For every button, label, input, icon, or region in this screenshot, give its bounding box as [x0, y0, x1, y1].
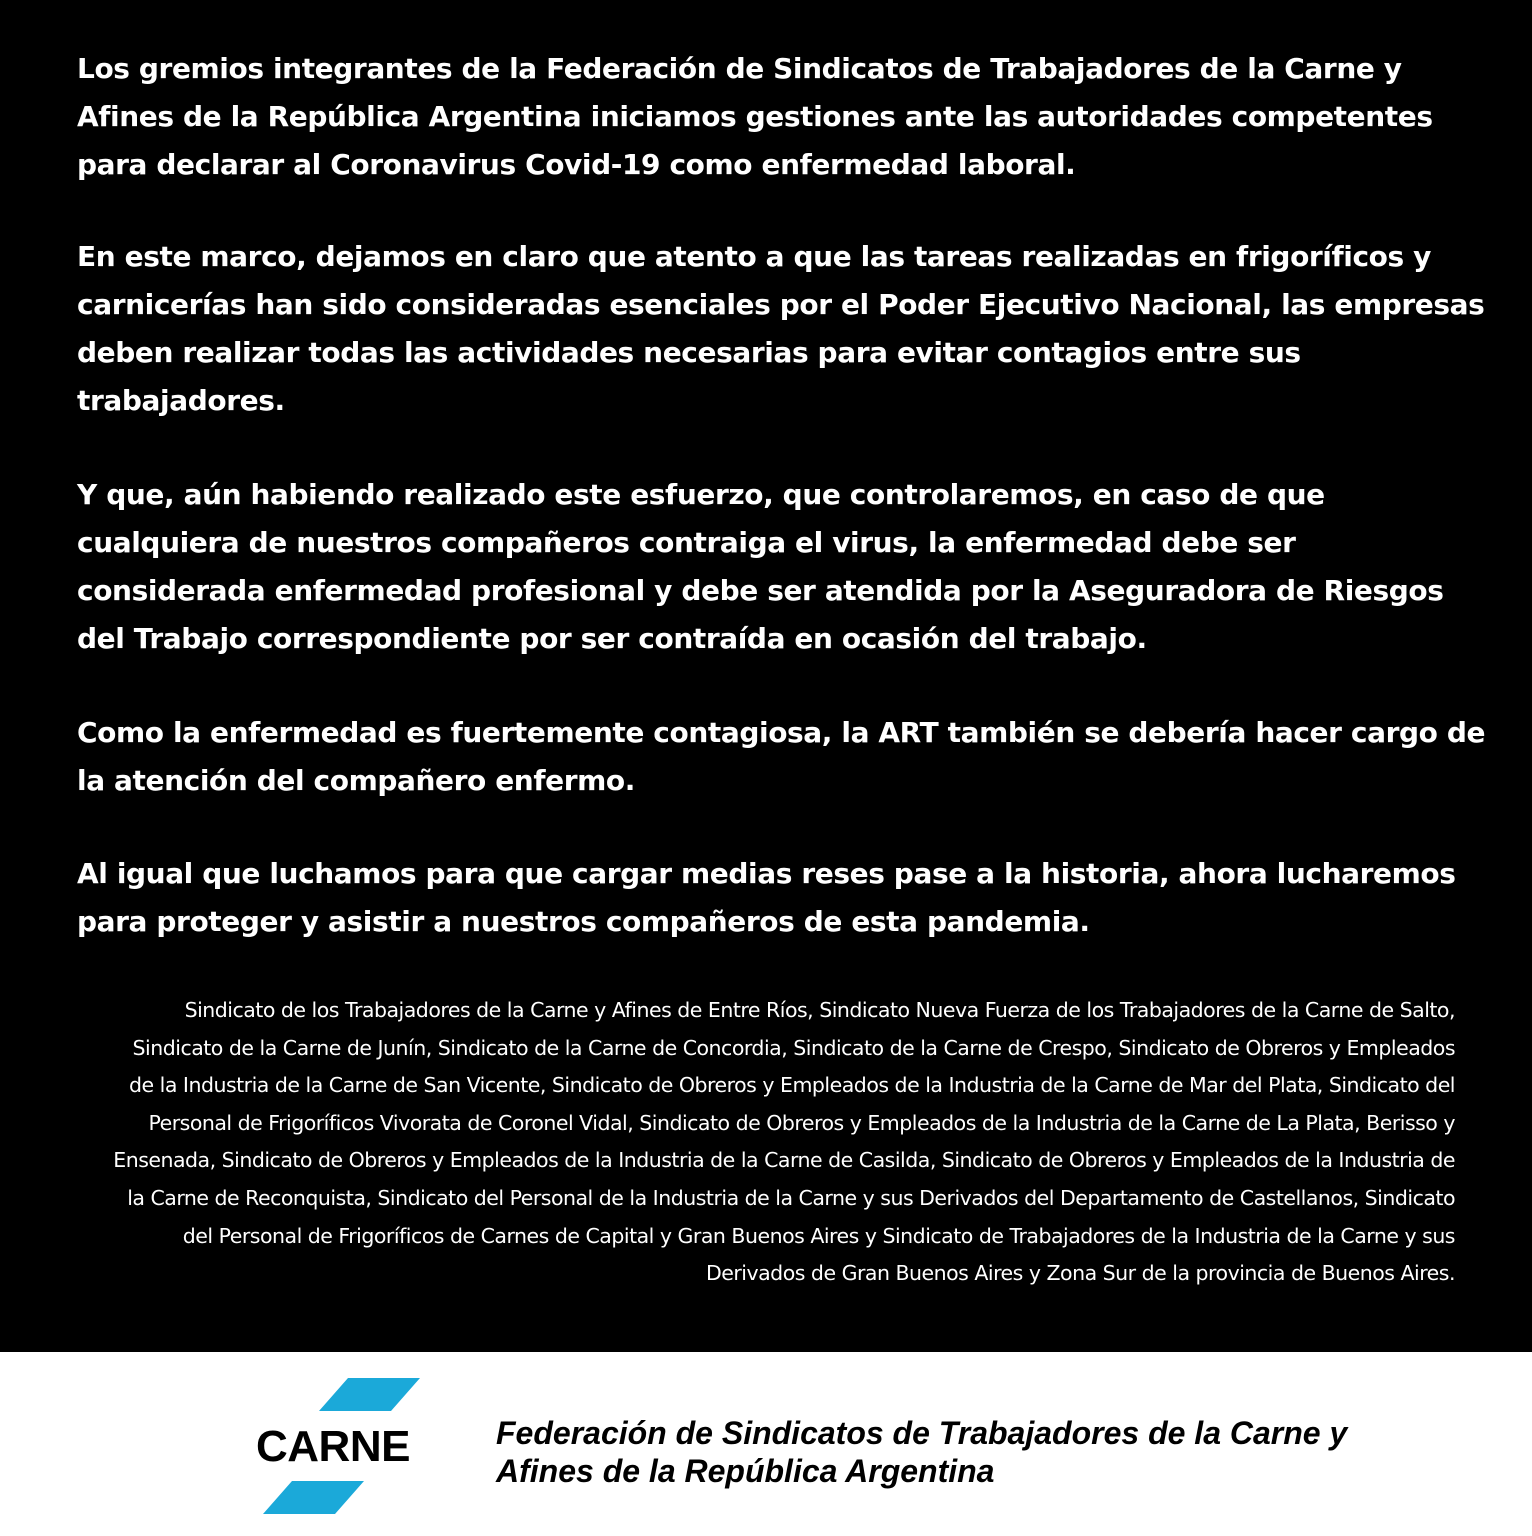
- federation-name: Federación de Sindicatos de Trabajadores de la Carne y Afines de la República Argentina: [496, 1415, 1348, 1489]
- statement-paragraph-2: En este marco, dejamos en claro que atento a que las tareas realizadas en frigoríficos y carnicerías han sido consideradas esenciales por el Poder Ejecutivo Nacional, las empresas deben realizar todas las actividades necesarias para evitar contagios entre sus trabajadores.: [77, 240, 1485, 417]
- statement-paragraph-5: Al igual que luchamos para que cargar medias reses pase a la historia, ahora lucharemos para proteger y asistir a nuestros compañeros de esta pandemia.: [77, 857, 1456, 938]
- carne-logo: [250, 1378, 430, 1514]
- statement-paragraph-4: Como la enfermedad es fuertemente contagiosa, la ART también se debería hacer cargo de la atención del compañero enfermo.: [77, 716, 1486, 797]
- statement-paragraph-1: Los gremios integrantes de la Federación de Sindicatos de Trabajadores de la Carne y Afines de la República Argentina iniciamos gestiones ante las autoridades competentes para declarar al Coronavirus Covid-19 como enfermedad laboral.: [77, 52, 1433, 181]
- logo-wordmark: CARNE: [256, 1422, 410, 1471]
- footer: [0, 1352, 1532, 1536]
- statement-paragraph-3: Y que, aún habiendo realizado este esfuerzo, que controlaremos, en caso de que cualquiera de nuestros compañeros contraiga el virus, la enfermedad debe ser considerada enfermedad profesional y debe ser atendida por la Aseguradora de Riesgos del Trabajo correspondiente por ser contraída en ocasión del trabajo.: [77, 478, 1444, 655]
- signatories-list: Sindicato de los Trabajadores de la Carne y Afines de Entre Ríos, Sindicato Nueva Fuerza de los Trabajadores de la Carne de Salto, Sindicato de la Carne de Junín, Sindicato de la Carne de Concordia, Sindicato de la Carne de Crespo, Sindicato de Obreros y Empleados de la Industria de la Carne de San Vicente, Sindicato de Obreros y Empleados de la Industria de la Carne de Mar del Plata, Sindicato del Personal de Frigoríficos Vivorata de Coronel Vidal, Sindicato de Obreros y Empleados de la Industria de la Carne de La Plata, Berisso y Ensenada, Sindicato de Obreros y Empleados de la Industria de la Carne de Casilda, Sindicato de Obreros y Empleados de la Industria de la Carne de Reconquista, Sindicato del Personal de la Industria de la Carne y sus Derivados del Departamento de Castellanos, Sindicato del Personal de Frigoríficos de Carnes de Capital y Gran Buenos Aires y Sindicato de Trabajadores de la Industria de la Carne y sus Derivados de Gran Buenos Aires y Zona Sur de la provincia de Buenos Aires.: [113, 998, 1455, 1286]
